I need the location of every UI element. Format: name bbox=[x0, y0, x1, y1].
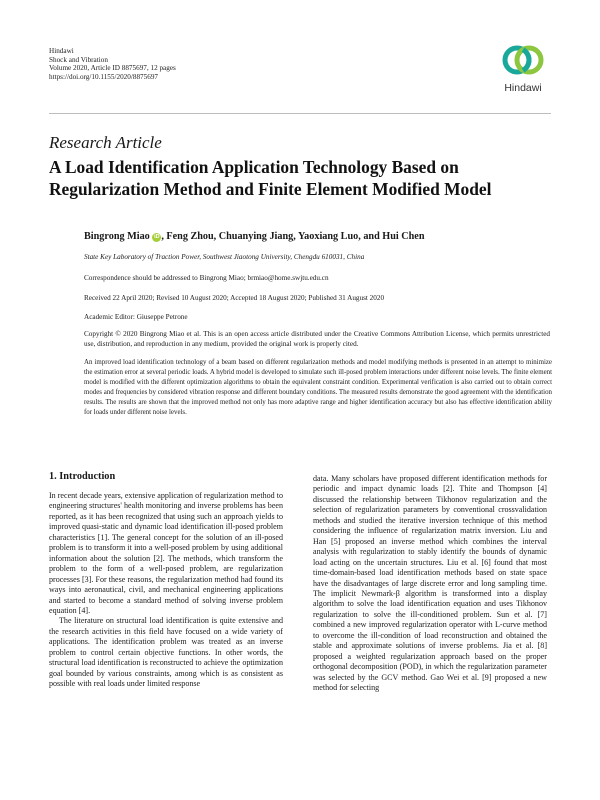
journal-name: Shock and Vibration bbox=[49, 55, 108, 64]
publication-dates: Received 22 April 2020; Revised 10 August 2020; Accepted 18 August 2020; Published 31 August 2020 bbox=[84, 294, 385, 302]
volume-line: Volume 2020, Article ID 8875697, 12 pages bbox=[49, 64, 176, 73]
orcid-icon[interactable]: iD bbox=[154, 234, 160, 240]
hindawi-logo bbox=[493, 40, 553, 104]
section-heading: 1. Introduction bbox=[49, 471, 116, 482]
left-column bbox=[49, 491, 283, 690]
header-divider bbox=[49, 113, 551, 114]
abstract: An improved load identification technology of a beam based on different regularization methods and model modifying methods is presented in an attempt to minimize the estimation error at several periodic loads. A hybrid model is developed to simulate such ill-posed problem interactions under different noise levels. The finite element model is modified with the different optimization algorithms to obtain the equivalent constraint condition. Experimental verification is also carried out to obtain correct modes and frequencies by considered vibration response and different boundary conditions. The measured results demonstrate the good agreement with the identification results. The results are shown that the improved method not only has more adaptive range and higher identification accuracy but also has effective identification ability for loads under different noise levels. bbox=[84, 359, 552, 417]
hindawi-logo-text: Hindawi bbox=[504, 82, 542, 94]
right-column bbox=[313, 474, 547, 694]
paper-title: A Load Identification Application Technology Based on Regularization Method and Finite Element Modified Model bbox=[49, 157, 492, 199]
correspondence: Correspondence should be addressed to Bingrong Miao; brmiao@home.swjtu.edu.cn bbox=[84, 274, 329, 282]
author-list bbox=[84, 231, 554, 242]
affiliation: State Key Laboratory of Traction Power, Southwest Jiaotong University, Chengdu 610031, China bbox=[84, 253, 365, 261]
journal-header bbox=[49, 47, 176, 81]
publisher-name: Hindawi bbox=[49, 47, 74, 55]
academic-editor: Academic Editor: Giuseppe Petrone bbox=[84, 313, 188, 321]
copyright-notice: Copyright © 2020 Bingrong Miao et al. This is an open access article distributed under the Creative Commons Attribution License, which permits unrestricted use, distribution, and reproduction in any medium, provided the original work is properly cited. bbox=[84, 330, 550, 349]
doi-link[interactable]: https://doi.org/10.1155/2020/8875697 bbox=[49, 72, 159, 81]
paragraph: data. Many scholars have proposed different identification methods for periodic and impact dynamic loads [2]. Thite and Thompson [4] discussed the relationship between Tikhonov regularization and the selection of regularization parameters by conventional crossvalidation methods and studied the iterative inversion technique of this method considering the influence of regularization matrix inversion. Liu and Han [5] proposed an inverse method which combines the interval analysis with regularization to stably identify the bounds of dynamic load acting on the uncertain structures. Liu et al. [6] found that most time-domain-based load identification methods based on state space have the disadvantages of large discrete error and long sampling time. The implicit Newmark-β algorithm is transformed into a display algorithm to solve the load identification equation and uses Tikhonov regularization to solve the ill-conditioned problem. Sun et al. [7] combined a new improved regularization operator with L-curve method to overcome the ill-condition of load reconstruction and obtained the stable and approximate solutions of inverse problems. Jia et al. [8] proposed a weighted regularization approach based on the proper orthogonal decomposition (POD), in which the regularization parameter was selected by the GCV method. Gao Wei et al. [9] proposed a new method for selecting bbox=[313, 474, 547, 693]
author-first[interactable]: Bingrong Miao bbox=[84, 231, 150, 242]
author-rest: , Feng Zhou, Chuanying Jiang, Yaoxiang Luo, and Hui Chen bbox=[161, 231, 425, 242]
paragraph: In recent decade years, extensive application of regularization method to engineering structures' health monitoring and inverse problems has been reported, as it has been recognized that using such an approach yields to improved quasi-static and dynamic load identification ill-posed problem characteristics [1]. The general concept for the solution of an ill-posed problem is to transform it into a well-posed problem by using additional information about the solution [2]. The methods, which transform the problem to the form of a well-posed problem, are regularization processes [3]. For these reasons, the regularization method had found its ways into aeronautical, civil, and mechanical engineering applications and started to become a standard method of solving inverse problem equation [4]. bbox=[49, 491, 283, 615]
paragraph: The literature on structural load identification is quite extensive and the research activities in this field have focused on a wide variety of applications. The identification problem was treated as an inverse problem to control certain objective functions. In other words, the structural load identification is reconstructed to achieve the optimization goal bounded by various constraints, among which is as consistent as possible with real loads under limited response bbox=[49, 616, 283, 689]
hindawi-rings-icon bbox=[500, 40, 546, 80]
article-type: Research Article bbox=[49, 133, 162, 152]
